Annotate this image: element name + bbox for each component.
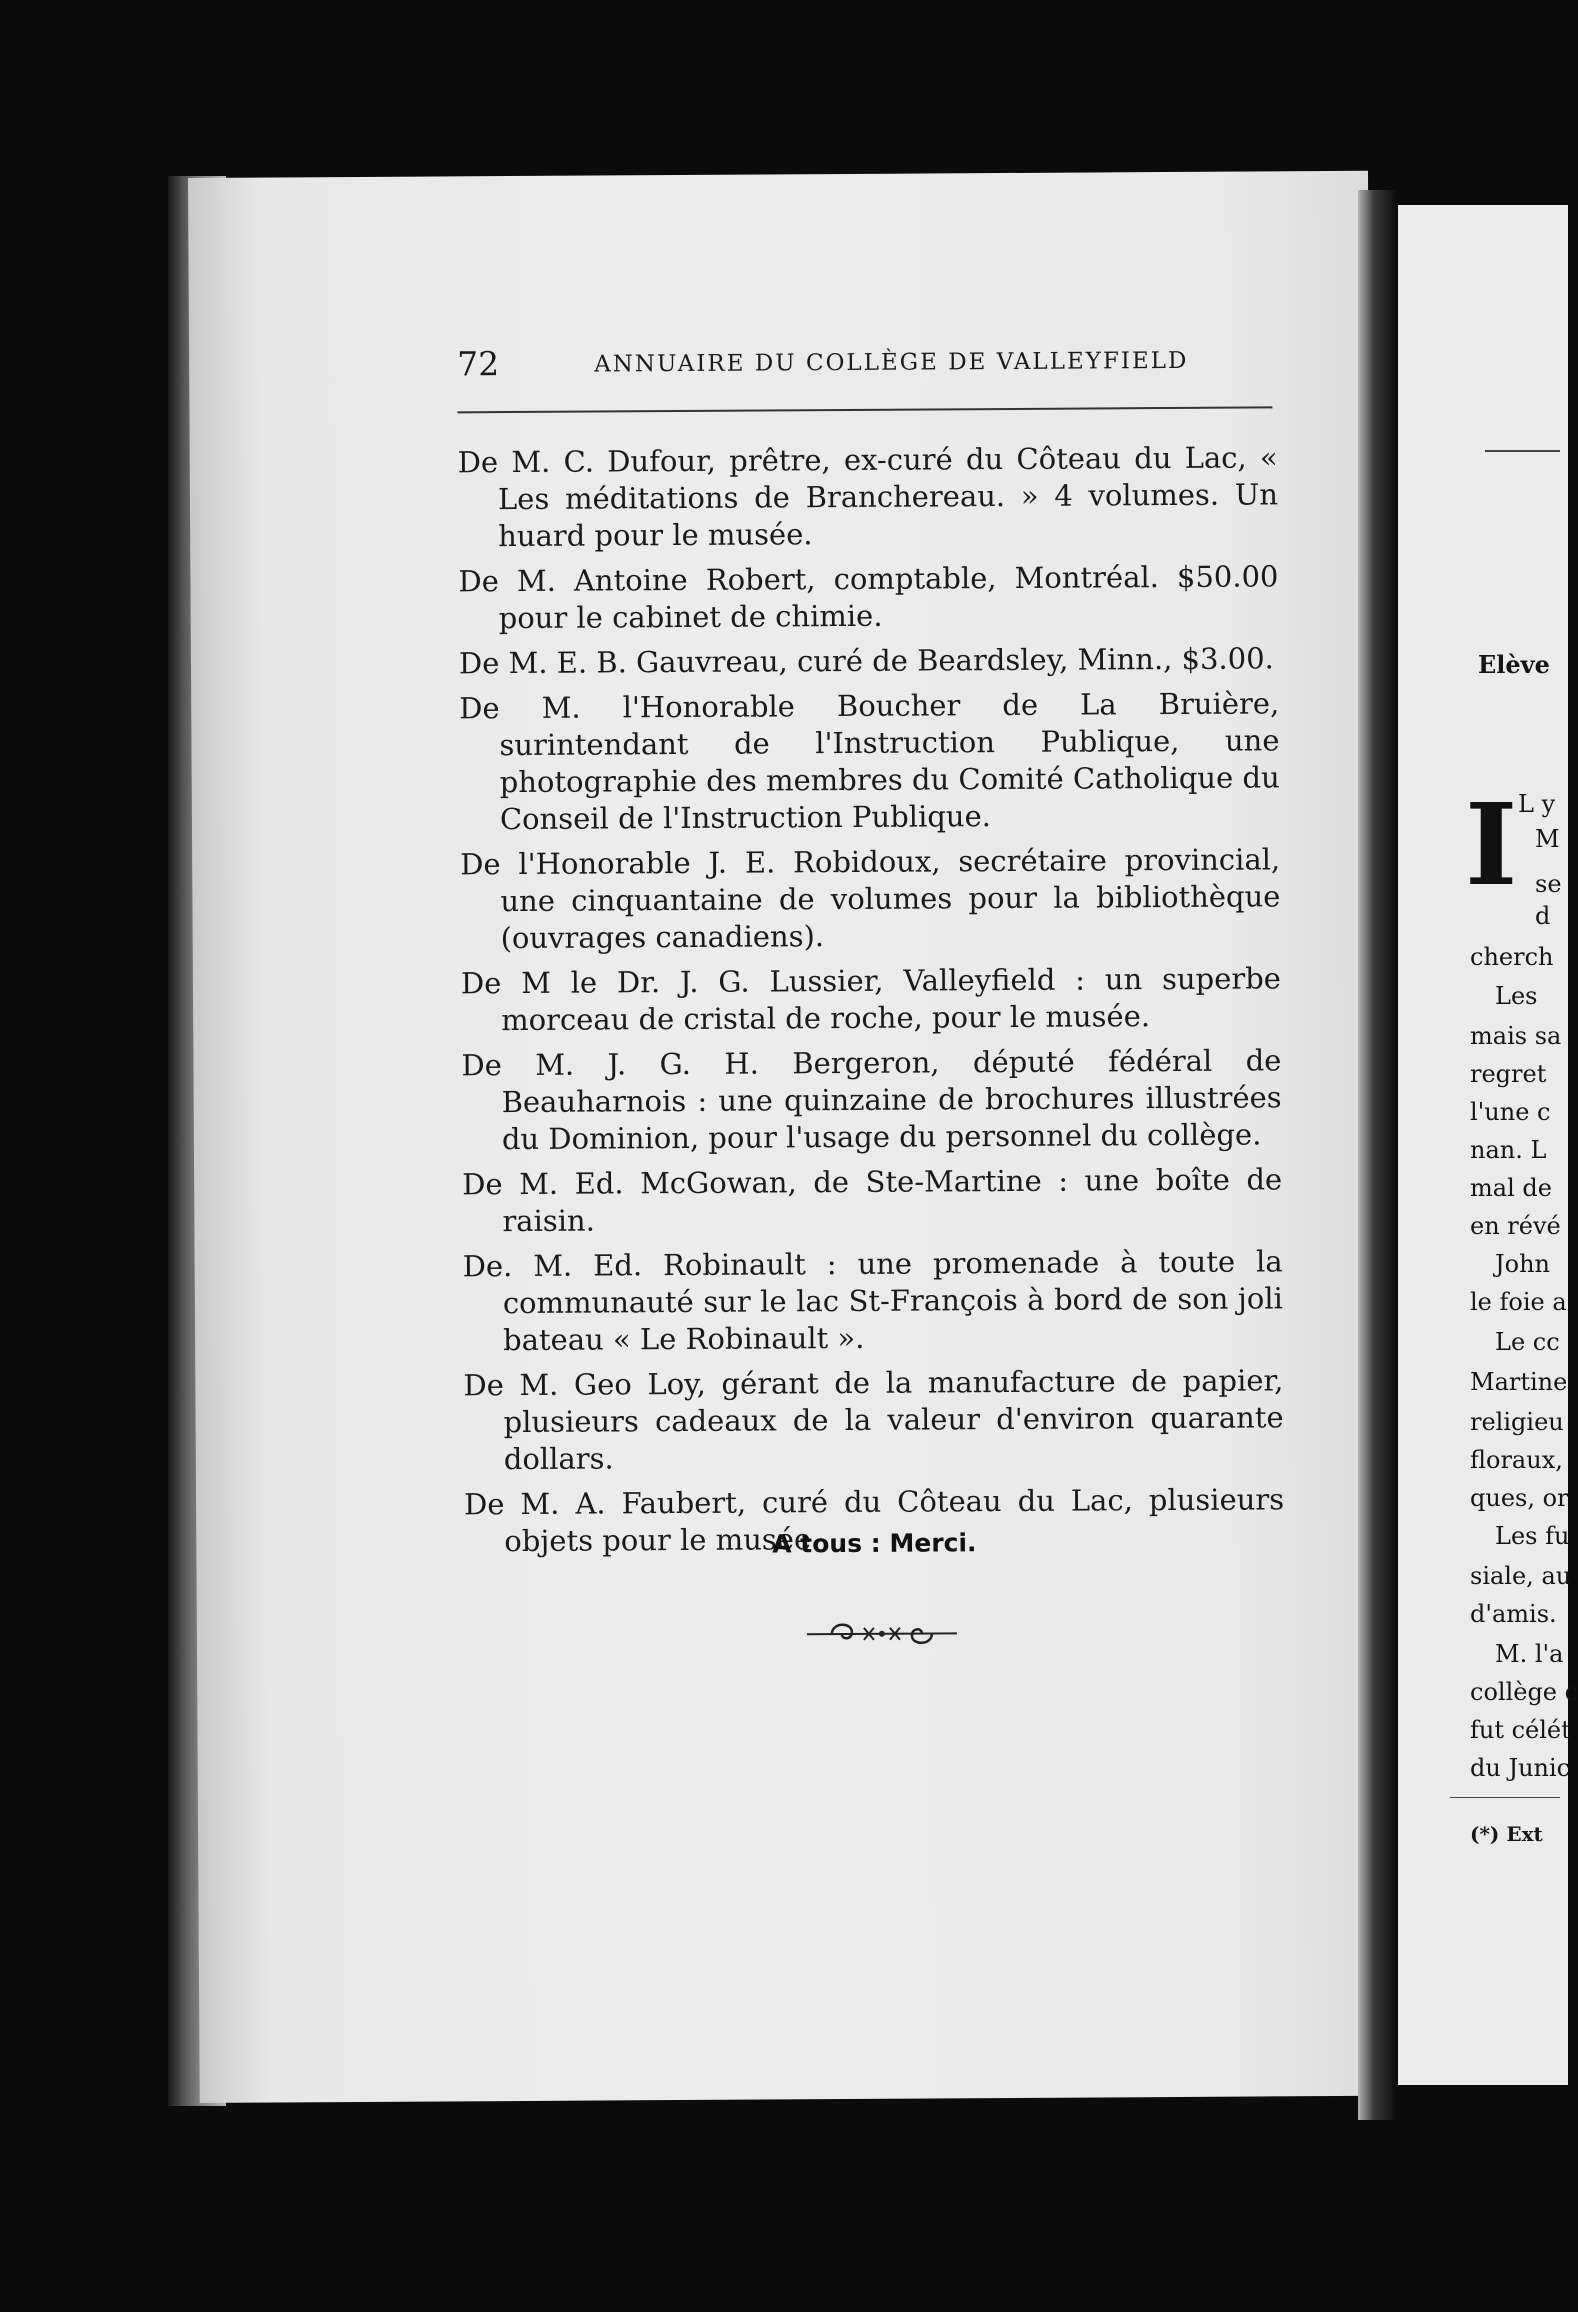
text-fragment: religieu (1470, 1408, 1564, 1436)
text-fragment: M (1535, 825, 1560, 853)
text-fragment: l'une c (1470, 1098, 1551, 1126)
donation-entry: De M. Ed. McGowan, de Ste-Martine : une boîte de raisin. (462, 1162, 1283, 1239)
text-fragment: Le cc (1495, 1328, 1560, 1356)
donation-entry: De M. E. B. Gauvreau, curé de Beardsley, Minn., $3.00. (458, 641, 1274, 681)
right-heading-fragment: Elève (1478, 650, 1550, 679)
text-fragment: ques, or (1470, 1484, 1569, 1512)
text-fragment: floraux, (1470, 1446, 1563, 1474)
donation-list (458, 439, 1285, 1568)
text-fragment: L y (1518, 790, 1556, 818)
text-fragment: Martine (1470, 1368, 1568, 1396)
text-fragment: mais sa (1470, 1022, 1562, 1050)
donation-entry: De l'Honorable J. E. Robidoux, secrétaire provincial, une cinquantaine de volumes pour la bibliothèque (ouvrages canadiens). (460, 842, 1281, 956)
left-page (188, 171, 1380, 2103)
text-fragment: regret (1470, 1060, 1547, 1088)
book-gutter (1358, 190, 1398, 2120)
text-fragment: nan. L (1470, 1136, 1547, 1164)
text-fragment: cherch (1470, 943, 1554, 971)
footnote-rule (1450, 1797, 1560, 1798)
running-head: ANNUAIRE DU COLLÈGE DE VALLEYFIELD (594, 347, 1189, 378)
donation-entry: De M. C. Dufour, prêtre, ex-curé du Côteau du Lac, « Les méditations de Branchereau. » 4 volumes. Un huard pour le musée. (457, 440, 1279, 554)
text-fragment: John (1495, 1250, 1550, 1278)
donation-entry: De M. Antoine Robert, comptable, Montréal. $50.00 pour le cabinet de chimie. (458, 559, 1279, 636)
text-fragment: en révé (1470, 1212, 1561, 1240)
fleuron-ornament-icon (802, 1613, 962, 1654)
page-number: 72 (457, 344, 500, 384)
footnote-fragment: (*) Ext (1470, 1822, 1543, 1846)
text-fragment: le foie a (1470, 1288, 1567, 1316)
donation-entry: De. M. Ed. Robinault : une promenade à toute la communauté sur le lac St-François à bord de son joli bateau « Le Robinault ». (462, 1244, 1283, 1358)
donation-entry: De M. J. G. H. Bergeron, député fédéral de Beauharnois : une quinzaine de brochures illustrées du Dominion, pour l'usage du personnel du collège. (461, 1043, 1282, 1157)
closing-thanks: A tous : Merci. (772, 1528, 977, 1559)
text-fragment: M. l'a (1495, 1640, 1564, 1668)
text-fragment: se (1535, 870, 1562, 898)
text-fragment: Les (1495, 982, 1538, 1010)
text-fragment: d'amis. (1470, 1600, 1557, 1628)
donation-entry: De M. A. Faubert, curé du Côteau du Lac, plusieurs objets pour le musée. (464, 1482, 1285, 1559)
text-fragment: du Junic (1470, 1754, 1571, 1782)
text-fragment: siale, au (1470, 1562, 1572, 1590)
text-fragment: collège c (1470, 1678, 1578, 1706)
donation-entry: De M le Dr. J. G. Lussier, Valleyfield : un superbe morceau de cristal de roche, pour le musée. (460, 961, 1282, 1038)
dropcap-letter: I (1465, 780, 1518, 911)
text-fragment: Les fu (1495, 1522, 1570, 1550)
text-fragment: mal de (1470, 1174, 1552, 1202)
text-fragment: d (1535, 902, 1551, 930)
right-header-rule (1485, 450, 1560, 452)
donation-entry: De M. Geo Loy, gérant de la manufacture de papier, plusieurs cadeaux de la valeur d'environ quarante dollars. (463, 1363, 1284, 1477)
donation-entry: De M. l'Honorable Boucher de La Bruière, surintendant de l'Instruction Publique, une photographie des membres du Comité Catholique du Conseil de l'Instruction Publique. (459, 686, 1280, 837)
header-rule (457, 406, 1272, 413)
text-fragment: fut célét (1470, 1716, 1571, 1744)
